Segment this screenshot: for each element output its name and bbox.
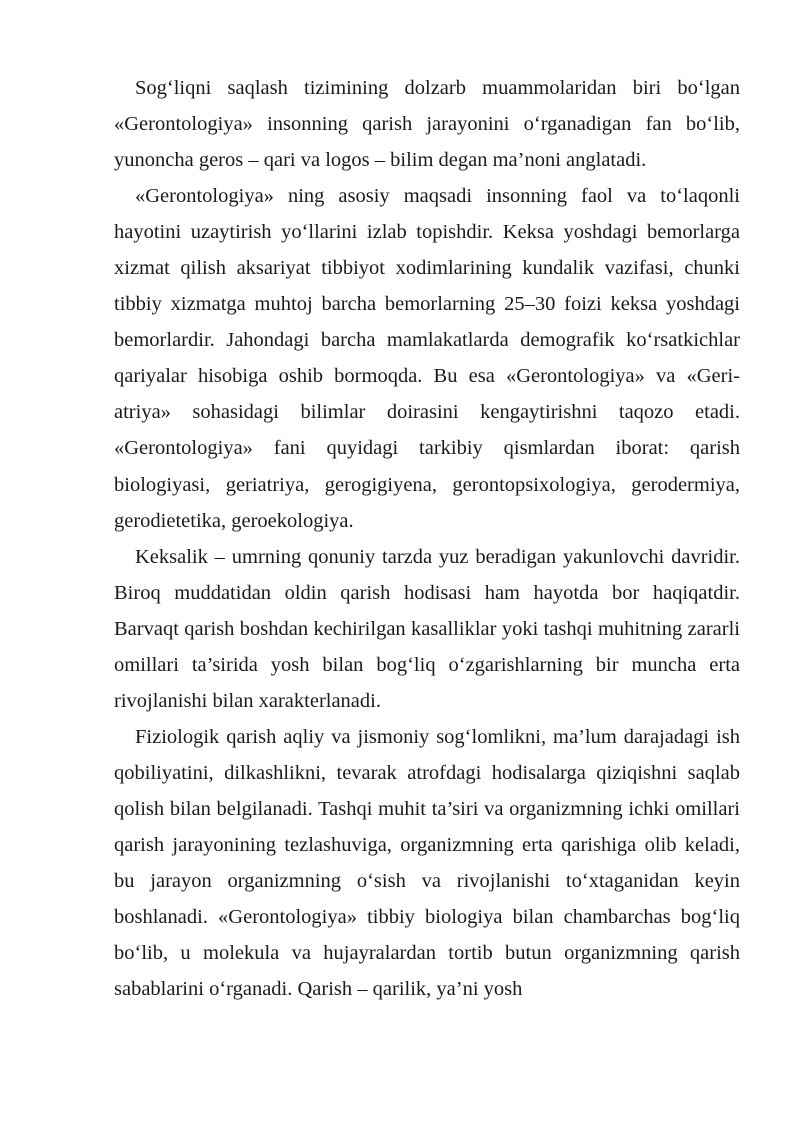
- document-body: [114, 70, 740, 1007]
- paragraph-physiological-aging: Fiziologik qarish aqliy va jismoniy sog‘lomlikni, ma’lum darajadagi ish qobiliyatini, dilkashlikni, tevarak atrofdagi hodisalarga qiziqishni saqlab qolish bilan belgilanadi. Tashqi muhit ta’siri va organizmning ichki omillari qarish jarayonining tezlashuviga, organizmning erta qarishiga olib keladi, bu jarayon organizmning o‘sish va rivojlanishi to‘xtaganidan keyin boshlanadi. «Gerontologiya» tibbiy biologiya bilan chambarchas bog‘liq bo‘lib, u molekula va hujayralardan tortib butun organizmning qarish sabablarini o‘rganadi. Qarish – qarilik, ya’ni yosh: [114, 725, 740, 1001]
- paragraph-old-age: Keksalik – umrning qonuniy tarzda yuz beradigan yakunlovchi davridir. Biroq muddatidan oldin qarish hodisasi ham hayotda bor haqiqatdir. Barvaqt qarish boshdan kechirilgan kasalliklar yoki tashqi muhitning zararli omillari ta’sirida yosh bilan bog‘liq o‘zgarishlarning bir muncha erta rivojlanishi bilan xarakterlanadi.: [114, 545, 740, 712]
- paragraph-gerontology-definition: Sog‘liqni saqlash tizimining dolzarb muammolaridan biri bo‘lgan «Gerontologiya» insonning qarish jarayonini o‘rganadigan fan bo‘lib, yunoncha geros – qari va logos – bilim degan ma’noni anglatadi.: [114, 77, 740, 172]
- paragraph-gerontology-goal: «Gerontologiya» ning asosiy maqsadi insonning faol va to‘laqonli hayotini uzaytirish yo‘llarini izlab topishdir. Keksa yoshdagi bemorlarga xizmat qilish aksariyat tibbiyot xodimlarining kundalik vazifasi, chunki tibbiy xizmatga muhtoj barcha bemorlarning 25–30 foizi keksa yoshdagi bemorlardir. Jahondagi barcha mamlakatlarda demografik ko‘rsatkichlar qariyalar hisobiga oshib bormoqda. Bu esa «Gerontologiya» va «Geri-atriya» sohasidagi bilimlar doirasini kengaytirishni taqozo etadi. «Gerontologiya» fani quyidagi tarkibiy qismlardan iborat: qarish biologiyasi, geriatriya, gerogigiyena, gerontopsixologiya, gerodermiya, gerodietetika, geroekologiya.: [114, 185, 740, 532]
